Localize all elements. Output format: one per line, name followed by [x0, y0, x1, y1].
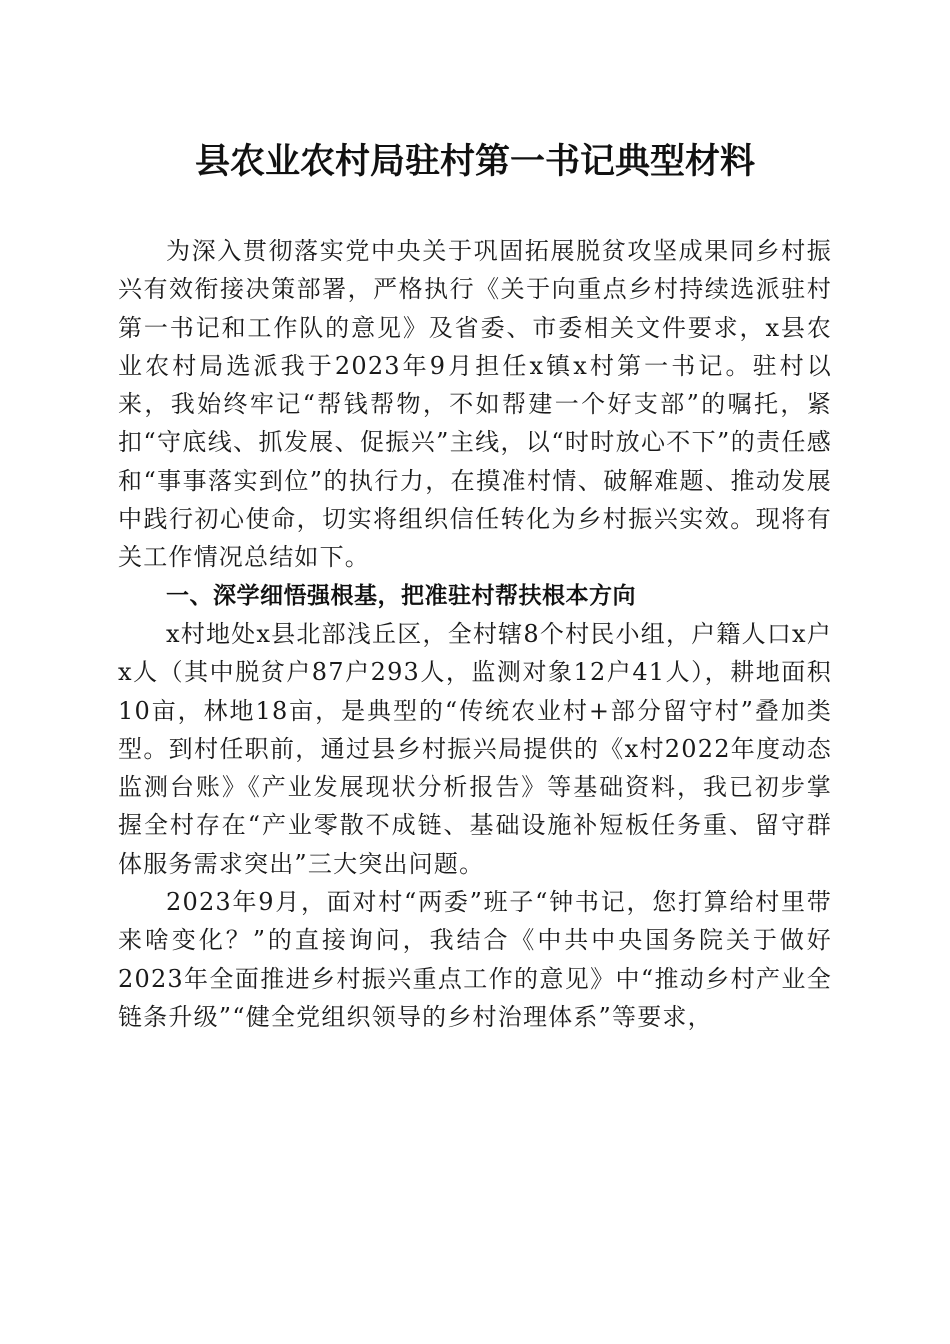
paragraph-2023-september: 2023年9月，面对村“两委”班子“钟书记，您打算给村里带来啥变化？”的直接询问，我结合《中共中央国务院关于做好2023年全面推进乡村振兴重点工作的意见》中“推动乡村产业全链条升级”“健全党组织领导的乡村治理体系”等要求， — [118, 888, 832, 1031]
paragraph-village-overview: x村地处x县北部浅丘区，全村辖8个村民小组，户籍人口x户x人（其中脱贫户87户293人，监测对象12户41人），耕地面积10亩，林地18亩，是典型的“传统农业村+部分留守村”叠加类型。到村任职前，通过县乡村振兴局提供的《x村2022年度动态监测台账》《产业发展现状分析报告》等基础资料，我已初步掌握全村存在“产业零散不成链、基础设施补短板任务重、留守群体服务需求突出”三大突出问题。 — [118, 619, 832, 878]
document-body — [118, 232, 832, 1036]
document-title: 县农业农村局驻村第一书记典型材料 — [194, 141, 755, 182]
section-heading-1: 一、深学细悟强根基，把准驻村帮扶根本方向 — [166, 582, 636, 609]
paragraph-intro: 为深入贯彻落实党中央关于巩固拓展脱贫攻坚成果同乡村振兴有效衔接决策部署，严格执行《关于向重点乡村持续选派驻村第一书记和工作队的意见》及省委、市委相关文件要求，x县农业农村局选派我于2023年9月担任x镇x村第一书记。驻村以来，我始终牢记“帮钱帮物，不如帮建一个好支部”的嘱托，紧扣“守底线、抓发展、促振兴”主线，以“时时放心不下”的责任感和“事事落实到位”的执行力，在摸准村情、破解难题、推动发展中践行初心使命，切实将组织信任转化为乡村振兴实效。现将有关工作情况总结如下。 — [118, 237, 832, 572]
